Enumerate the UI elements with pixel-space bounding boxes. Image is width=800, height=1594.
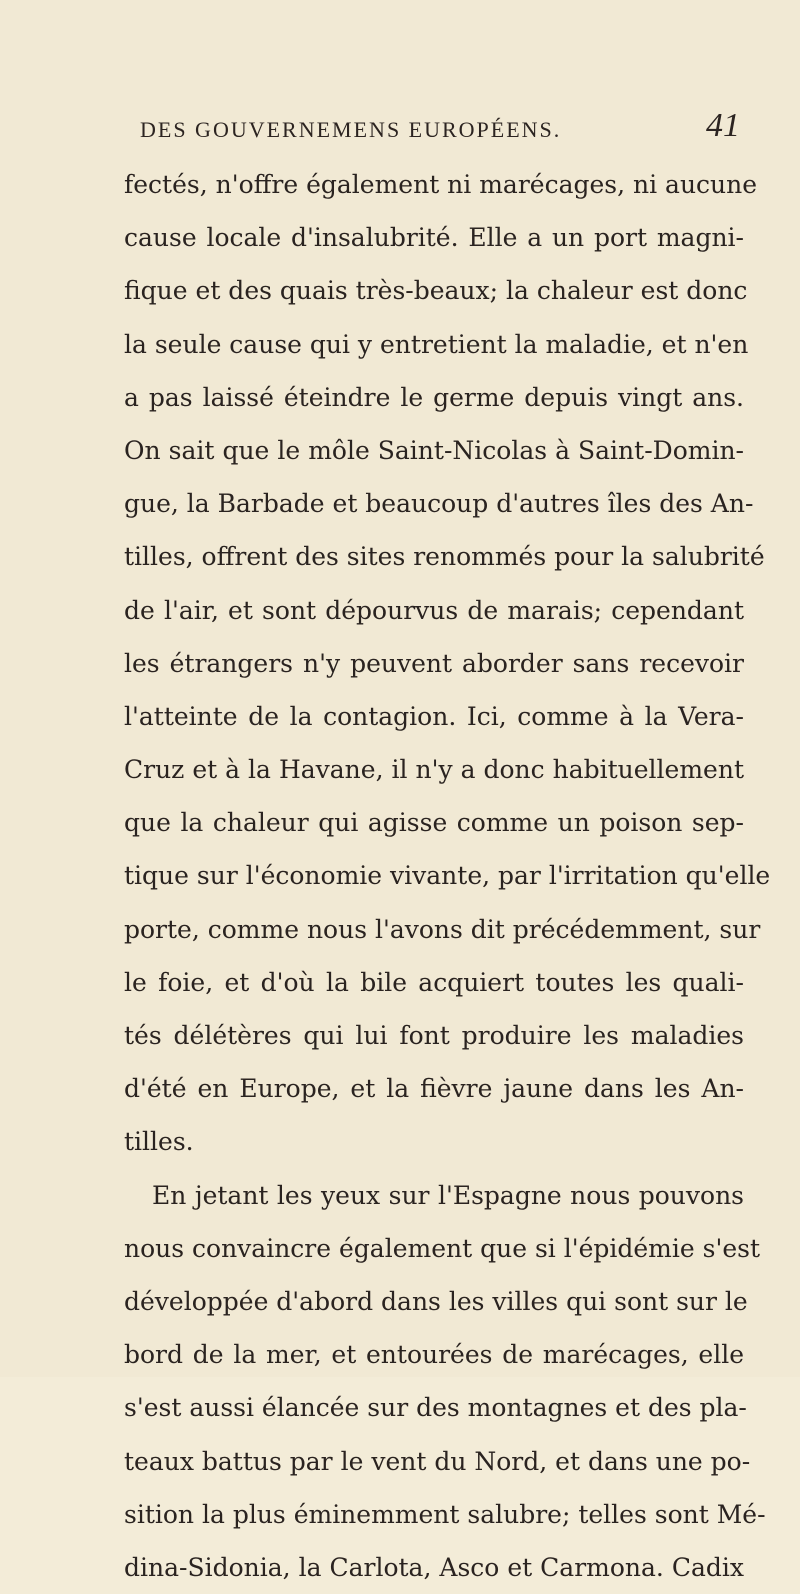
text-line: bord de la mer, et entourées de marécages, elle: [124, 1340, 744, 1370]
text-line: de l'air, et sont dépourvus de marais; cependant: [124, 595, 744, 625]
text-line: tilles.: [124, 1127, 194, 1157]
text-line: tilles, offrent des sites renommés pour la salubrité: [124, 542, 765, 572]
text-line: cause locale d'insalubrité. Elle a un port magni-: [124, 223, 744, 253]
text-line: gue, la Barbade et beaucoup d'autres îles des An-: [124, 489, 754, 519]
text-line: l'atteinte de la contagion. Ici, comme à la Vera-: [124, 701, 744, 731]
text-line: Cruz et à la Havane, il n'y a donc habituellement: [124, 755, 744, 785]
text-line: s'est aussi élancée sur des montagnes et des pla-: [124, 1393, 747, 1423]
text-line: On sait que le môle Saint-Nicolas à Saint-Domin-: [124, 435, 744, 465]
text-line: le foie, et d'où la bile acquiert toutes les quali-: [124, 967, 744, 997]
text-line: porte, comme nous l'avons dit précédemment, sur: [124, 914, 761, 944]
text-line: fique et des quais très-beaux; la chaleur est donc: [124, 276, 748, 306]
body-text: [124, 158, 771, 1594]
text-line: développée d'abord dans les villes qui sont sur le: [124, 1286, 748, 1316]
running-head: [140, 107, 740, 150]
text-line: a pas laissé éteindre le germe depuis vingt ans.: [124, 382, 744, 412]
text-line: que la chaleur qui agisse comme un poison sep-: [124, 808, 744, 838]
text-line: les étrangers n'y peuvent aborder sans recevoir: [124, 648, 744, 678]
running-head-title: DES GOUVERNEMENS EUROPÉENS.: [140, 117, 562, 142]
text-line: la seule cause qui y entretient la maladie, et n'en: [124, 329, 749, 359]
text-line: nous convaincre également que si l'épidémie s'est: [124, 1233, 760, 1263]
page-number: 41: [706, 107, 740, 144]
text-line: En jetant les yeux sur l'Espagne nous pouvons: [152, 1180, 744, 1210]
text-line: d'été en Europe, et la fièvre jaune dans les An-: [124, 1074, 744, 1104]
text-line: teaux battus par le vent du Nord, et dans une po-: [124, 1446, 751, 1476]
text-line: sition la plus éminemment salubre; telles sont Mé-: [124, 1499, 766, 1529]
text-line: fectés, n'offre également ni marécages, ni aucune: [124, 170, 758, 199]
text-line: tés délétères qui lui font produire les maladies: [124, 1021, 744, 1050]
text-line: tique sur l'économie vivante, par l'irritation qu'elle: [124, 861, 771, 891]
text-line: dina-Sidonia, la Carlota, Asco et Carmona. Cadix: [124, 1552, 744, 1582]
